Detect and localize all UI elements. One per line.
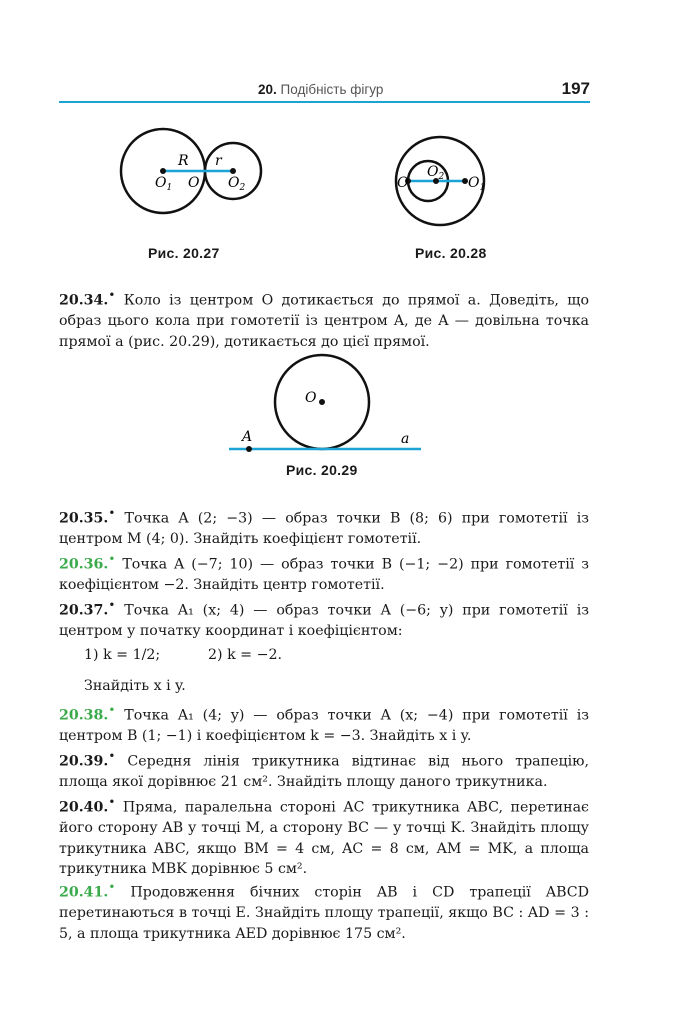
difficulty-mark: • <box>108 506 116 520</box>
difficulty-mark: • <box>108 749 116 763</box>
label-O1: $O_1$ <box>155 175 173 193</box>
problem-20-39 <box>59 746 589 793</box>
difficulty-mark: • <box>108 598 116 612</box>
problem-20-40 <box>59 792 589 880</box>
problem-20-35 <box>59 503 589 550</box>
problem-text: Продовження бічних сторін AB і CD трапеції ABCD перетинаються в точці E. Знайдіть площу трапеції, якщо BC : AD = 3 : 5, а площа трикутника AED дорівнює 175 см². <box>59 884 589 942</box>
section-number: 20. <box>258 82 277 97</box>
problem-number: 20.40. <box>59 799 109 816</box>
difficulty-mark: • <box>108 880 116 894</box>
problem-text: Коло із центром O дотикається до прямої a. Доведіть, що образ цього кола при гомотетії із центром A, де A — довільна точка прямої a (рис. 20.29), дотикається до цієї прямої. <box>59 292 590 350</box>
problem-20-37 <box>59 595 589 642</box>
figure-20-28 <box>395 125 515 225</box>
label-O2: $O_2$ <box>228 175 246 193</box>
problem-number: 20.34. <box>59 292 109 309</box>
problem-20-37-find: Знайдіть x і y. <box>84 678 186 694</box>
problem-text: Середня лінія трикутника відтинає від нього трапецію, площа якої дорівнює 21 см². Знайдіть площу даного трикутника. <box>59 753 589 791</box>
problem-20-34 <box>59 285 589 352</box>
problem-text: Точка A (2; −3) — образ точки B (8; 6) при гомотетії із центром M (4; 0). Знайдіть коефіцієнт гомотетії. <box>59 510 590 548</box>
label-O: O <box>305 390 317 406</box>
problem-number: 20.39. <box>59 753 109 770</box>
difficulty-mark: • <box>108 552 116 566</box>
page-number: 197 <box>561 79 590 98</box>
problem-number: 20.35. <box>59 510 109 527</box>
problem-20-38 <box>59 700 589 747</box>
problem-number: 20.36. <box>59 556 109 573</box>
problem-20-36 <box>59 549 589 596</box>
problem-number: 20.38. <box>59 707 109 724</box>
figure-20-29 <box>225 355 425 455</box>
problem-text: Точка A₁ (x; 4) — образ точки A (−6; y) при гомотетії із центром у початку координат і коефіцієнтом: <box>59 602 590 640</box>
header-rule <box>59 101 590 103</box>
difficulty-mark: • <box>108 288 116 302</box>
caption-20-27: Рис. 20.27 <box>148 245 220 261</box>
problem-text: Точка A (−7; 10) — образ точки B (−1; −2) при гомотетії з коефіцієнтом −2. Знайдіть центр гомотетії. <box>59 556 590 594</box>
problem-20-37-item-2: 2) k = −2. <box>208 647 282 663</box>
label-R: R <box>178 153 189 169</box>
problem-text: Точка A₁ (4; y) — образ точки A (x; −4) при гомотетії із центром B (1; −1) і коефіцієнтом k = −3. Знайдіть x і y. <box>59 707 590 745</box>
caption-20-29: Рис. 20.29 <box>286 462 358 478</box>
figure-20-27 <box>115 125 275 225</box>
label-O1: $O_1$ <box>468 175 486 193</box>
problem-20-41 <box>59 877 589 944</box>
problem-text: Пряма, паралельна стороні AC трикутника ABC, перетинає його сторону AB у точці M, а сторону BC — у точці K. Знайдіть площу трикутника ABC, якщо BM = 4 см, AC = 8 см, AM = MK, а площа трикутника MBK дорівнює 5 см². <box>59 799 589 878</box>
section-title-text: Подібність фігур <box>280 82 384 97</box>
problem-number: 20.41. <box>59 884 109 901</box>
section-title <box>258 82 383 97</box>
caption-20-28: Рис. 20.28 <box>415 245 487 261</box>
label-O2: $O_2$ <box>427 164 445 182</box>
label-r: r <box>215 153 222 169</box>
difficulty-mark: • <box>108 703 116 717</box>
label-O: O <box>188 175 200 191</box>
difficulty-mark: • <box>108 795 116 809</box>
problem-number: 20.37. <box>59 602 109 619</box>
label-a: a <box>401 431 410 447</box>
label-O: O <box>397 175 409 191</box>
problem-20-37-item-1: 1) k = 1/2; <box>84 647 161 663</box>
label-A: A <box>242 429 253 445</box>
